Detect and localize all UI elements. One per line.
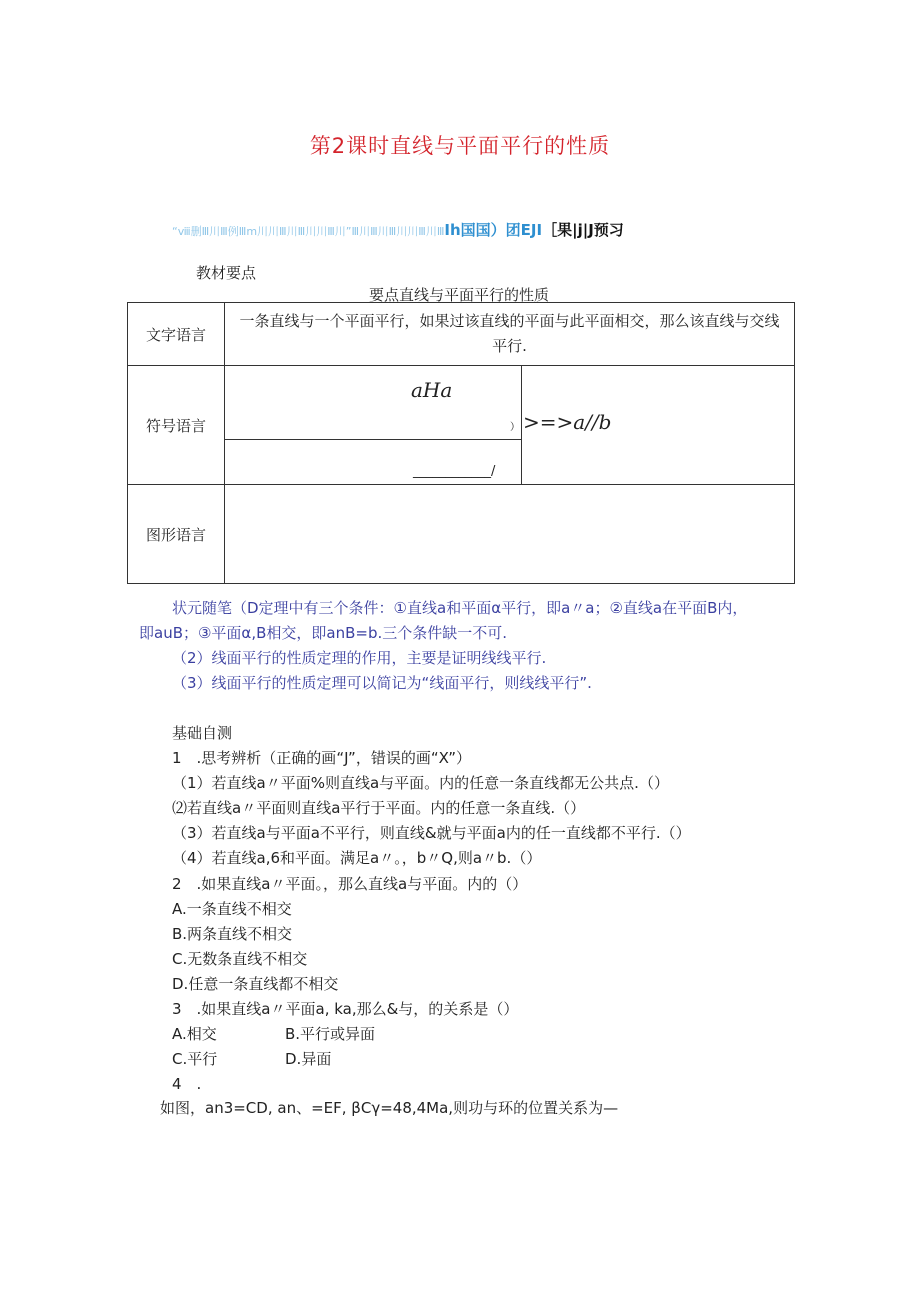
banner-decoration-2: 川川Ⅲ川Ⅲ川川Ⅲ川”Ⅲ川Ⅲ川Ⅲ川川Ⅲ川Ⅲ — [257, 225, 445, 238]
note-line-3: （2）线面平行的性质定理的作用，主要是证明线线平行. — [172, 649, 547, 667]
symbol-mark: ） — [510, 422, 520, 433]
question-1-item-4: （4）若直线a,6和平面。满足a〃。，b〃Q,则a〃b.（） — [172, 849, 542, 867]
question-2: 2 .如果直线a〃平面。，那么直线a与平面。内的（） — [172, 875, 528, 893]
question-1-item-2: ⑵若直线a〃平面则直线a平行于平面。内的任意一条直线.（） — [172, 799, 586, 817]
banner-mid-text: Ih国国）团EJI — [444, 221, 543, 239]
row-label-word: 文字语言 — [128, 303, 225, 366]
quiz-heading: 基础自测 — [172, 724, 233, 742]
table-row-word — [128, 303, 795, 366]
row-label-figure: 图形语言 — [128, 485, 225, 584]
question-2-option-a: A.一条直线不相交 — [172, 900, 292, 918]
symbol-right-text: >=>a//b — [523, 410, 612, 434]
row-label-symbol: 符号语言 — [128, 366, 225, 485]
symbol-bottom-line: ____________/ — [413, 464, 496, 479]
question-3-option-d: D.异面 — [285, 1050, 332, 1068]
note-line-2: 即auB；③平面α,B相交，即anB=b.三个条件缺一不可. — [139, 624, 507, 642]
property-table — [127, 302, 795, 584]
row-content-figure — [225, 485, 795, 584]
question-3-option-b: B.平行或异面 — [285, 1025, 376, 1043]
question-2-option-b: B.两条直线不相交 — [172, 925, 293, 943]
question-1-item-1: （1）若直线a〃平面%则直线a与平面。内的任意一条直线都无公共点.（） — [172, 774, 669, 792]
question-2-option-c: C.无数条直线不相交 — [172, 950, 308, 968]
section-label: 教材要点 — [196, 264, 257, 282]
question-2-option-d: D.任意一条直线都不相交 — [172, 975, 339, 993]
note-line-4: （3）线面平行的性质定理可以简记为“线面平行，则线线平行”. — [172, 674, 592, 692]
table-row-figure — [128, 485, 795, 584]
table-caption: 要点直线与平面平行的性质 — [369, 286, 550, 304]
banner-tail-text: ［果|j|J预习 — [542, 221, 624, 239]
symbol-top-text: aHa — [411, 378, 453, 402]
table-row-symbol — [128, 366, 795, 485]
question-3-option-a: A.相交 — [172, 1025, 217, 1043]
question-4: 4 . — [172, 1075, 202, 1093]
question-4-text: 如图，an3=CD, an、=EF, βCγ=48,4Ma,则功与环的位置关系为— — [160, 1099, 619, 1117]
banner-decoration: “ⅷ删Ⅲ川Ⅲ例Ⅲm — [172, 225, 258, 238]
section-banner — [172, 219, 624, 240]
question-3-option-c: C.平行 — [172, 1050, 218, 1068]
row-content-symbol — [225, 366, 795, 485]
row-content-word: 一条直线与一个平面平行，如果过该直线的平面与此平面相交，那么该直线与交线平行. — [225, 303, 795, 366]
symbol-divider — [225, 439, 521, 440]
page-title: 第2课时直线与平面平行的性质 — [309, 134, 611, 158]
note-line-1: 状元随笔（D定理中有三个条件：①直线a和平面α平行，即a〃a；②直线a在平面B内， — [172, 599, 748, 617]
question-1: 1 .思考辨析（正确的画“J”，错误的画“X”） — [172, 749, 472, 767]
question-3: 3 .如果直线a〃平面a, ka,那么&与，的关系是（） — [172, 1000, 519, 1018]
question-1-item-3: （3）若直线a与平面a不平行，则直线&就与平面a内的任一直线都不平行.（） — [172, 824, 691, 842]
symbol-left-cell — [225, 366, 522, 484]
